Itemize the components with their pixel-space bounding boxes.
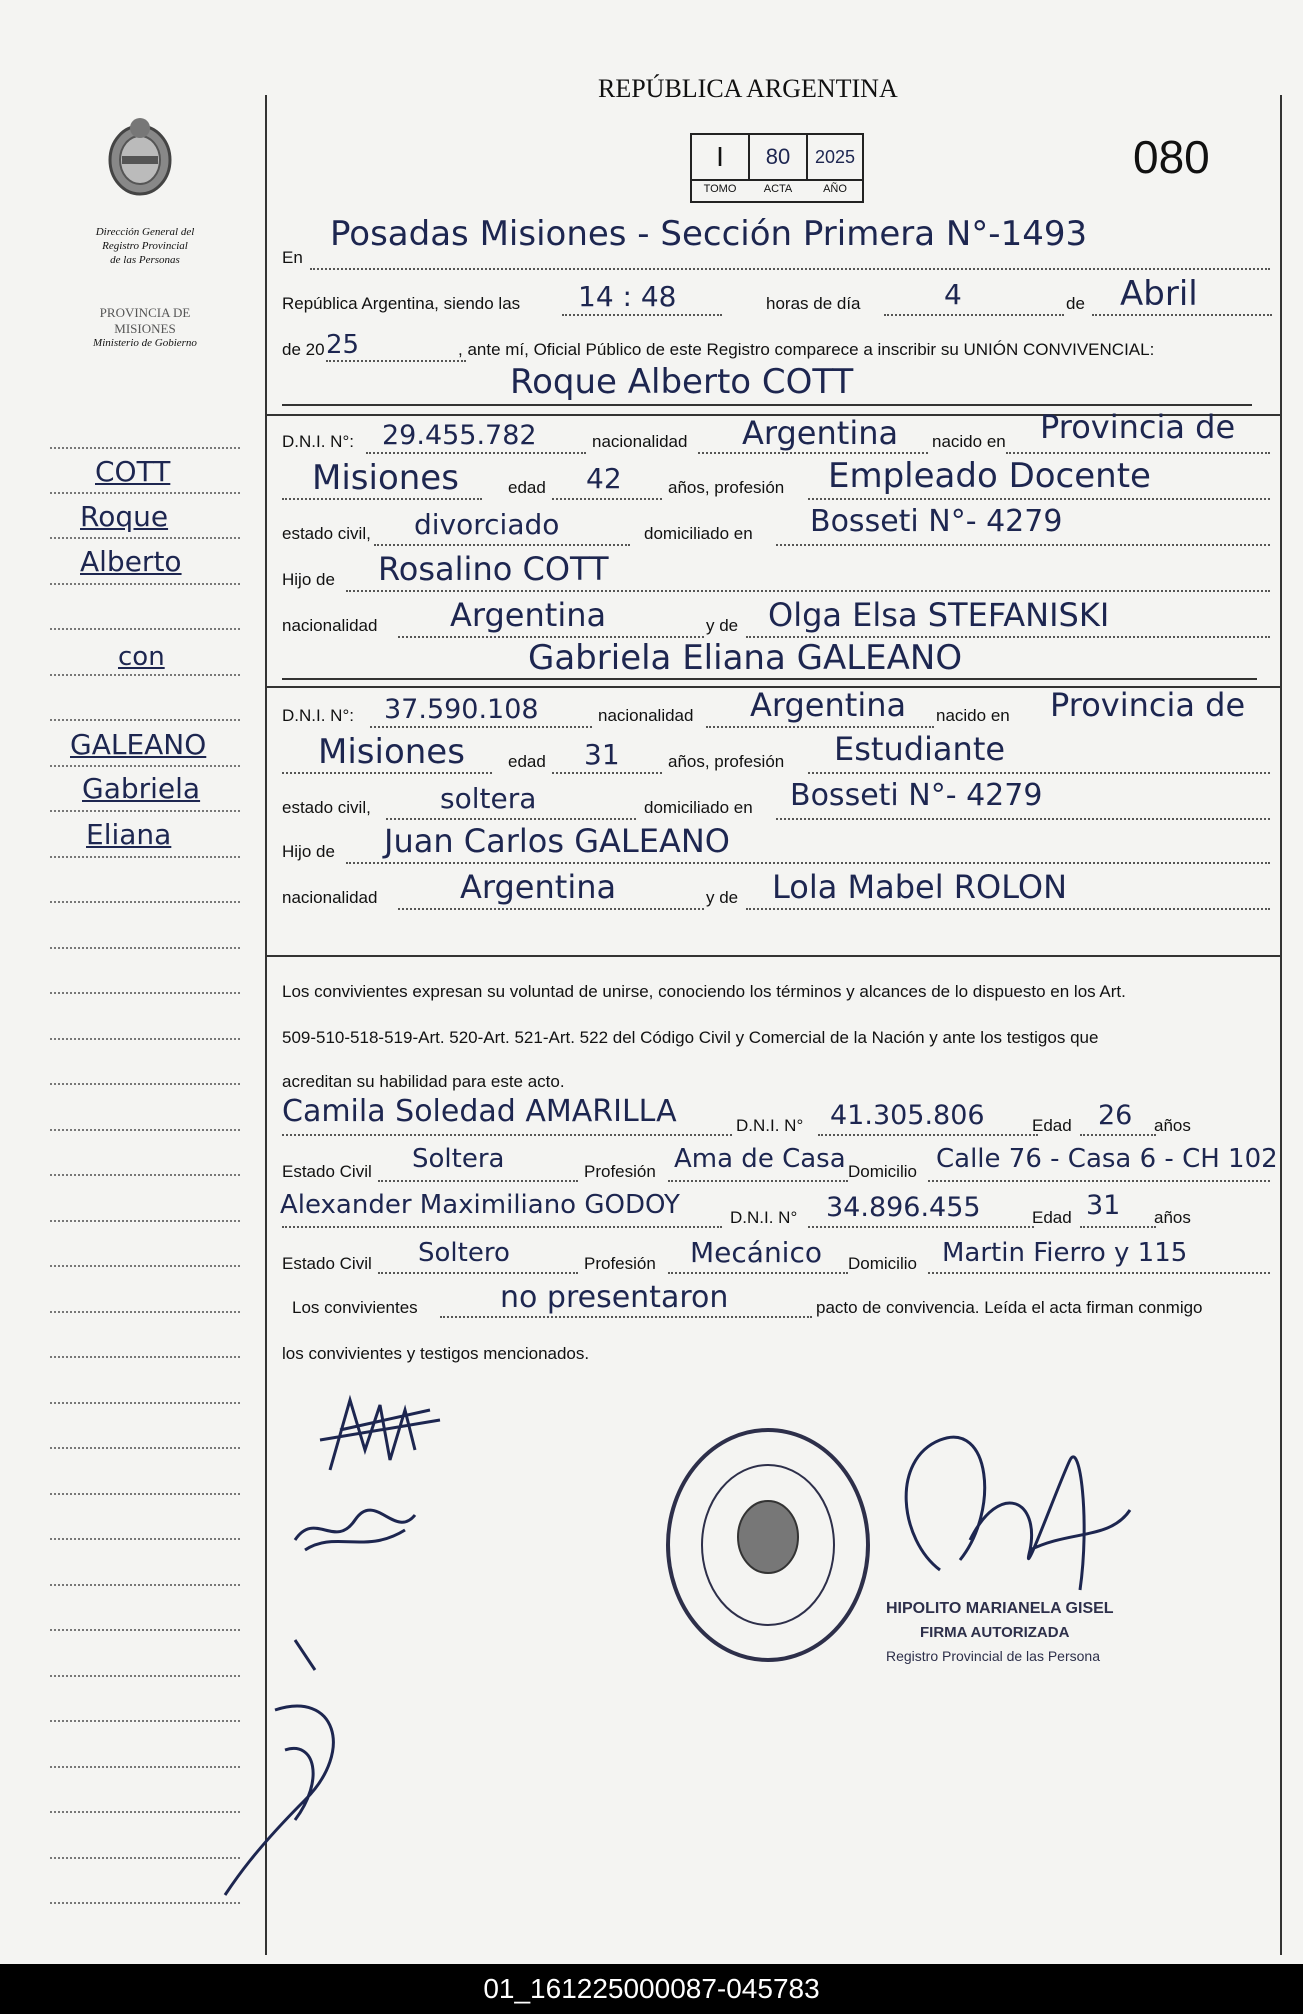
w1-dni-label: D.N.I. N° <box>736 1116 804 1135</box>
page-number: 080 <box>1133 131 1210 183</box>
pact-value: no presentaron <box>500 1280 729 1315</box>
official-office: Registro Provincial de las Persona <box>886 1648 1100 1664</box>
body-line3: acreditan su habilidad para este acto. <box>282 1072 565 1091</box>
p1-birthplace1: Provincia de <box>1040 408 1236 446</box>
w1-address: Calle 76 - Casa 6 - CH 102 <box>936 1144 1278 1174</box>
w2-anos-label: años <box>1154 1208 1191 1227</box>
margin-con: con <box>118 642 165 672</box>
de-label: de <box>1066 294 1085 313</box>
p1-mother: Olga Elsa STEFANISKI <box>768 596 1110 634</box>
margin-name-alberto: Alberto <box>80 545 182 578</box>
ministry-line: Ministerio de Gobierno <box>93 337 197 349</box>
w2-profession: Mecánico <box>690 1236 822 1269</box>
w2-dni: 34.896.455 <box>826 1192 981 1223</box>
p1-civil: divorciado <box>414 508 560 541</box>
official-stamp <box>663 1425 873 1665</box>
official-name: HIPOLITO MARIANELA GISEL <box>886 1600 1114 1617</box>
republica-label: República Argentina, siendo las <box>282 294 521 313</box>
w1-name: Camila Soledad AMARILLA <box>282 1094 677 1129</box>
signature-1 <box>310 1390 450 1485</box>
margin-name-eliana: Eliana <box>86 818 172 851</box>
p1-parents-nat: Argentina <box>450 596 607 634</box>
p2-nacido-label: nacido en <box>936 706 1010 725</box>
w1-dom-label: Domicilio <box>848 1162 917 1181</box>
year-suffix: 25 <box>326 330 360 360</box>
p2-mother: Lola Mabel ROLON <box>772 868 1068 906</box>
w1-profession: Ama de Casa <box>674 1144 846 1174</box>
p2-birthplace2: Misiones <box>318 732 465 772</box>
w2-age: 31 <box>1086 1190 1121 1221</box>
p2-civil-label: estado civil, <box>282 798 371 817</box>
p2-edad-label: edad <box>508 752 546 771</box>
p1-age: 42 <box>586 462 622 495</box>
p1-father: Rosalino COTT <box>378 550 609 588</box>
w2-civil: Soltero <box>418 1238 510 1268</box>
signature-official <box>880 1420 1140 1625</box>
p2-parents-nat: Argentina <box>460 868 617 906</box>
w2-dni-label: D.N.I. N° <box>730 1208 798 1227</box>
margin-name-cott: COTT <box>95 455 171 488</box>
w1-edad-label: Edad <box>1032 1116 1072 1135</box>
p1-dni: 29.455.782 <box>382 420 537 451</box>
p1-nacido-label: nacido en <box>932 432 1006 451</box>
w1-prof-label: Profesión <box>584 1162 656 1181</box>
p2-nac-label: nacionalidad <box>598 706 694 725</box>
w2-edad-label: Edad <box>1032 1208 1072 1227</box>
province-line1: PROVINCIA DE <box>99 305 191 320</box>
w2-civil-label: Estado Civil <box>282 1254 372 1273</box>
file-code-bar: 01_161225000087-045783 <box>0 1964 1303 2014</box>
person2-full-name: Gabriela Eliana GALEANO <box>528 638 963 678</box>
p1-dom-label: domiciliado en <box>644 524 753 543</box>
p1-nac2-label: nacionalidad <box>282 616 378 635</box>
p1-profession: Empleado Docente <box>828 456 1151 496</box>
w2-name: Alexander Maximiliano GODOY <box>280 1190 680 1220</box>
p1-birthplace2: Misiones <box>312 458 459 498</box>
w1-anos-label: años <box>1154 1116 1191 1135</box>
w1-civil-label: Estado Civil <box>282 1162 372 1181</box>
anio-label: AÑO <box>823 183 847 195</box>
signature-2 <box>285 1500 425 1565</box>
coat-of-arms-logo <box>100 110 180 200</box>
p2-prof-label: años, profesión <box>668 752 785 771</box>
w1-age: 26 <box>1098 1100 1133 1131</box>
month-value: Abril <box>1120 274 1198 314</box>
p2-birthplace1: Provincia de <box>1050 686 1246 724</box>
en-label: En <box>282 248 303 267</box>
time-value: 14 : 48 <box>578 280 677 313</box>
closing-line2: los convivientes y testigos mencionados. <box>282 1344 590 1363</box>
province-line2: MISIONES <box>114 321 176 336</box>
office-line2: Registro Provincial <box>102 240 188 252</box>
body-line1: Los convivientes expresan su voluntad de unirse, conociendo los términos y alcances de lo dispuesto en los Art. <box>282 982 1126 1001</box>
p2-nationality: Argentina <box>750 686 907 724</box>
p2-nac2-label: nacionalidad <box>282 888 378 907</box>
p1-nac-label: nacionalidad <box>592 432 688 451</box>
office-line1: Dirección General del <box>95 226 195 238</box>
p2-age: 31 <box>584 738 620 771</box>
pact-tail: pacto de convivencia. Leída el acta firman conmigo <box>816 1298 1203 1317</box>
person1-full-name: Roque Alberto COTT <box>510 362 854 402</box>
p2-dni: 37.590.108 <box>384 694 539 725</box>
acta-label: ACTA <box>763 183 793 195</box>
p2-dom-label: domiciliado en <box>644 798 753 817</box>
p1-civil-label: estado civil, <box>282 524 371 543</box>
tomo-value: I <box>692 135 750 179</box>
signature-3 <box>215 1630 375 1905</box>
w1-dni: 41.305.806 <box>830 1100 985 1131</box>
p1-prof-label: años, profesión <box>668 478 785 497</box>
p2-yde-label: y de <box>706 888 739 907</box>
p1-dni-label: D.N.I. N°: <box>282 432 354 451</box>
horas-label: horas de día <box>766 294 861 313</box>
margin-name-galeano: GALEANO <box>70 728 207 761</box>
w2-address: Martin Fierro y 115 <box>942 1238 1188 1268</box>
official-role: FIRMA AUTORIZADA <box>920 1624 1070 1641</box>
day-value: 4 <box>944 278 962 311</box>
place-value: Posadas Misiones - Sección Primera N°-1493 <box>330 214 1088 254</box>
p2-address: Bosseti N°- 4279 <box>790 778 1043 813</box>
country-title: REPÚBLICA ARGENTINA <box>598 74 898 103</box>
office-line3: de las Personas <box>110 254 180 266</box>
p1-nationality: Argentina <box>742 414 899 452</box>
margin-name-roque: Roque <box>80 500 169 533</box>
p2-profession: Estudiante <box>834 730 1006 768</box>
record-box <box>690 133 864 203</box>
p2-hijo-label: Hijo de <box>282 842 335 861</box>
p1-yde-label: y de <box>706 616 739 635</box>
acta-value: 80 <box>750 135 808 179</box>
body-line2: 509-510-518-519-Art. 520-Art. 521-Art. 522 del Código Civil y Comercial de la Nación y ante los testigos que <box>282 1028 1099 1047</box>
margin-name-gabriela: Gabriela <box>82 772 201 805</box>
p1-hijo-label: Hijo de <box>282 570 335 589</box>
year-prefix: de 20 <box>282 340 325 359</box>
tomo-label: TOMO <box>703 183 737 195</box>
p1-edad-label: edad <box>508 478 546 497</box>
p1-address: Bosseti N°- 4279 <box>810 504 1063 539</box>
p2-civil: soltera <box>440 782 537 815</box>
w2-dom-label: Domicilio <box>848 1254 917 1273</box>
w2-prof-label: Profesión <box>584 1254 656 1273</box>
conv-label: Los convivientes <box>292 1298 418 1317</box>
p2-dni-label: D.N.I. N°: <box>282 706 354 725</box>
w1-civil: Soltera <box>412 1144 505 1174</box>
p2-father: Juan Carlos GALEANO <box>384 822 730 860</box>
compare-text: , ante mí, Oficial Público de este Registro comparece a inscribir su UNIÓN CONVIVENCIAL: <box>458 340 1155 359</box>
right-border <box>1280 95 1282 1955</box>
anio-value: 2025 <box>814 147 856 167</box>
